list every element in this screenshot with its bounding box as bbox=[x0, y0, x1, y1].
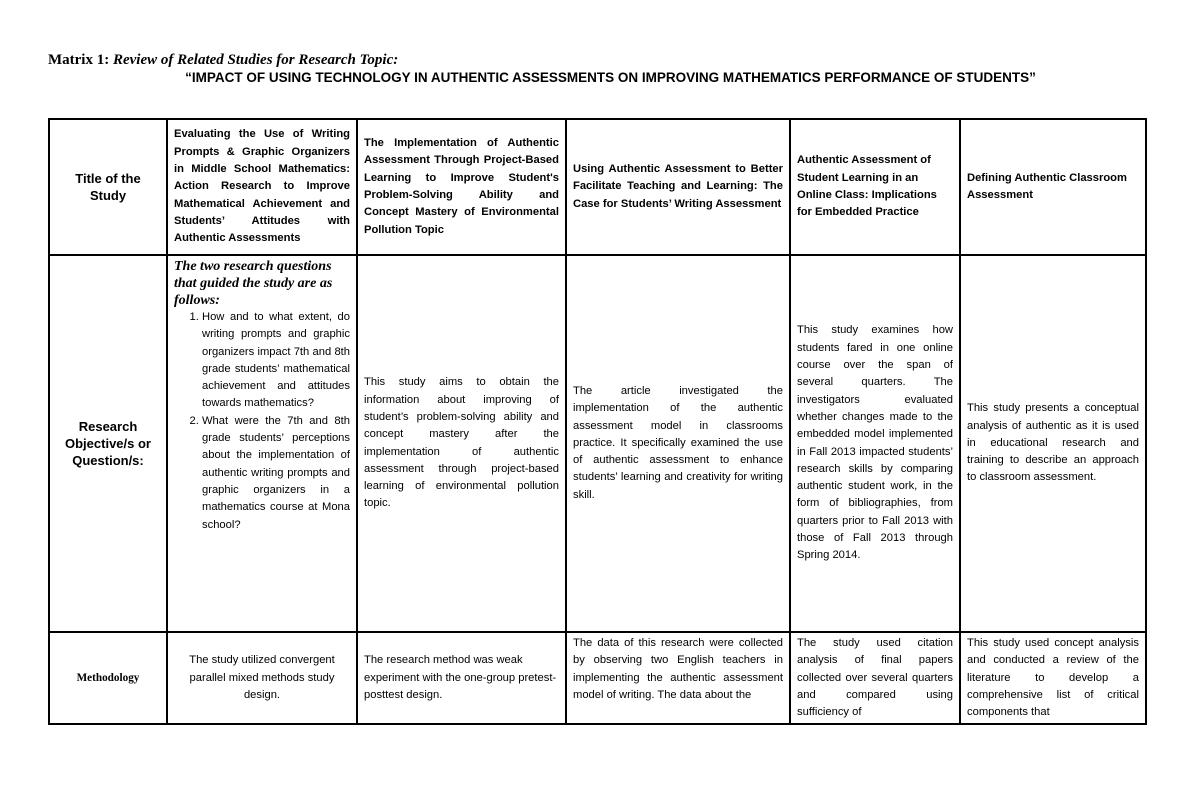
study-3-objective: The article investigated the implementation of the authentic assessment model in classrooms practice. It specifically examined the use of authentic assessment to enhance students’ learning and creativity for writing skill. bbox=[566, 255, 790, 632]
table-row-title bbox=[49, 119, 1146, 255]
matrix-label: Matrix 1: bbox=[48, 52, 110, 68]
row-header-title: Title of the Study bbox=[49, 119, 167, 255]
study-2-objective: This study aims to obtain the information about improving of student’s problem-solving ability and concept mastery after the implementation of authentic assessment through project-based learning of environmental pollution topic. bbox=[357, 255, 566, 632]
study-5-methodology: This study used concept analysis and conducted a review of the literature to develop a comprehensive list of critical components that bbox=[960, 632, 1146, 724]
study-4-objective: This study examines how students fared in one online course over the span of several quarters. The investigators evaluated whether changes made to the embedded model implemented in Fall 2013 impacted students’ research skills by comparing authentic student work, in the form of bibliographies, from quarters prior to Fall 2013 with those of Fall 2013 through Spring 2014. bbox=[790, 255, 960, 632]
study-3-title: Using Authentic Assessment to Better Facilitate Teaching and Learning: The Case for Students’ Writing Assessment bbox=[566, 119, 790, 255]
study-5-objective: This study presents a conceptual analysis of authentic as it is used in educational research and training to describe an approach to classroom assessment. bbox=[960, 255, 1146, 632]
matrix-subtitle: Review of Related Studies for Research Topic: bbox=[112, 52, 399, 68]
document-header bbox=[48, 52, 1158, 86]
study-1-objective-lead: The two research questions that guided the study are as follows: bbox=[174, 259, 333, 308]
review-matrix-table bbox=[48, 118, 1147, 725]
table-row-objective bbox=[49, 255, 1146, 632]
list-item: 2. What were the 7th and 8th grade students’ perceptions about the implementation of authentic writing prompts and graphic organizers in a mathematics course at Mona school? bbox=[202, 413, 350, 534]
study-1-objective bbox=[167, 255, 357, 632]
study-1-methodology: The study utilized convergent parallel mixed methods study design. bbox=[167, 632, 357, 724]
row-header-methodology: Methodology bbox=[49, 632, 167, 724]
matrix-heading bbox=[48, 52, 1158, 69]
study-5-title: Defining Authentic Classroom Assessment bbox=[960, 119, 1146, 255]
table-row-methodology bbox=[49, 632, 1146, 724]
study-3-methodology: The data of this research were collected by observing two English teachers in implementing the authentic assessment model of writing. The data about the bbox=[566, 632, 790, 724]
research-topic: “IMPACT OF USING TECHNOLOGY IN AUTHENTIC ASSESSMENTS ON IMPROVING MATHEMATICS PERFORMANCE OF STUDENTS” bbox=[185, 70, 1036, 85]
study-4-title: Authentic Assessment of Student Learning in an Online Class: Implications for Embedded Practice bbox=[790, 119, 960, 255]
study-2-title: The Implementation of Authentic Assessment Through Project-Based Learning to Improve Student's Problem-Solving Ability and Concept Mastery of Environmental Pollution Topic bbox=[357, 119, 566, 255]
study-1-title: Evaluating the Use of Writing Prompts & Graphic Organizers in Middle School Mathematics: Action Research to Improve Mathematical Achievement and Students’ Attitudes with Authentic Assessments bbox=[167, 119, 357, 255]
study-4-methodology: The study used citation analysis of final papers collected over several quarters and compared using sufficiency of bbox=[790, 632, 960, 724]
study-1-question-list bbox=[174, 309, 350, 534]
row-header-objective: Research Objective/s or Question/s: bbox=[49, 255, 167, 632]
study-2-methodology: The research method was weak experiment with the one-group pretest-posttest design. bbox=[357, 632, 566, 724]
list-item: 1. How and to what extent, do writing prompts and graphic organizers impact 7th and 8th grade students’ mathematical achievement and attitudes towards mathematics? bbox=[202, 309, 350, 413]
